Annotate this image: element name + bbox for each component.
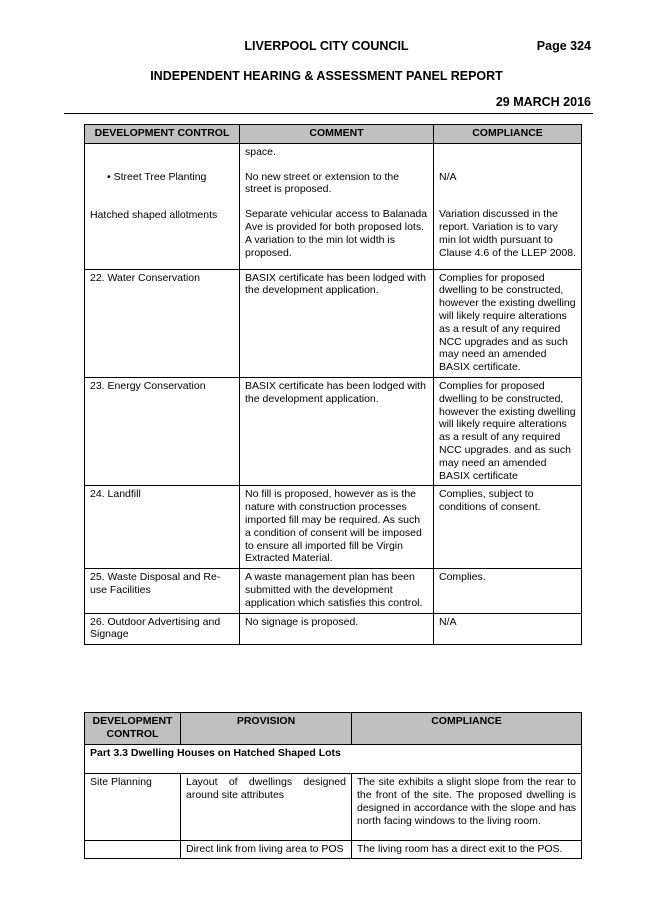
column-header: COMMENT bbox=[240, 125, 434, 144]
table-row bbox=[85, 569, 582, 613]
compliance-text: Variation discussed in the report. Variation is to vary min lot width pursuant to Clause 4.6 of the LLEP 2008. bbox=[439, 208, 576, 259]
compliance-text: N/A bbox=[439, 170, 457, 183]
compliance-cell: Complies, subject to conditions of consent. bbox=[434, 486, 582, 569]
compliance-cell: Complies for proposed dwelling to be constructed, however the existing dwelling will likely require alterations as a result of any required NCC upgrades and as such may need an amended BASIX certificate. bbox=[434, 269, 582, 377]
comment-cell bbox=[240, 143, 434, 269]
table-row bbox=[85, 377, 582, 485]
control-cell: 24. Landfill bbox=[85, 486, 240, 569]
comment-cell: BASIX certificate has been lodged with the development application. bbox=[240, 269, 434, 377]
compliance-cell bbox=[434, 143, 582, 269]
report-title: INDEPENDENT HEARING & ASSESSMENT PANEL REPORT bbox=[150, 69, 503, 83]
compliance-cell: N/A bbox=[434, 613, 582, 645]
table-header-row bbox=[85, 713, 582, 745]
page-number: Page 324 bbox=[536, 39, 591, 53]
comment-text: Separate vehicular access to Balanada Ave is provided for both proposed lots. A variation to the min lot width is proposed. bbox=[245, 208, 428, 259]
column-header: PROVISION bbox=[181, 713, 352, 745]
table-row bbox=[85, 774, 582, 840]
comment-cell: No signage is proposed. bbox=[240, 613, 434, 645]
column-header: DEVELOPMENT CONTROL bbox=[85, 713, 181, 745]
control-text: Hatched shaped allotments bbox=[90, 209, 218, 222]
section-row bbox=[85, 744, 582, 774]
comment-cell: No fill is proposed, however as is the nature with construction processes imported fill may be required. As such a condition of consent will be imposed to ensure all imported fill be Virgin Extracted Material. bbox=[240, 486, 434, 569]
control-cell bbox=[85, 143, 240, 269]
comment-text: No new street or extension to the street is proposed. bbox=[245, 170, 400, 196]
comment-text: space. bbox=[245, 145, 276, 158]
compliance-cell: Complies for proposed dwelling to be constructed, however the existing dwelling will likely require alterations as a result of any required NCC upgrades. and as such may need an amended BASIX certificate bbox=[434, 377, 582, 485]
comment-cell: BASIX certificate has been lodged with the development application. bbox=[240, 377, 434, 485]
table-header-row bbox=[85, 125, 582, 144]
comment-cell: A waste management plan has been submitted with the development application which satisfies this control. bbox=[240, 569, 434, 613]
column-header: COMPLIANCE bbox=[352, 713, 582, 745]
provision-table bbox=[84, 712, 582, 859]
report-date: 29 MARCH 2016 bbox=[495, 95, 591, 109]
section-title: Part 3.3 Dwelling Houses on Hatched Shaped Lots bbox=[85, 744, 582, 774]
table-row bbox=[85, 486, 582, 569]
control-cell: Site Planning bbox=[85, 774, 181, 840]
column-header: COMPLIANCE bbox=[434, 125, 582, 144]
table-row bbox=[85, 143, 582, 269]
compliance-cell: Complies. bbox=[434, 569, 582, 613]
compliance-cell: The living room has a direct exit to the POS. bbox=[352, 840, 582, 859]
provision-cell: Layout of dwellings designed around site attributes bbox=[181, 774, 352, 840]
control-cell: 22. Water Conservation bbox=[85, 269, 240, 377]
control-cell: 26. Outdoor Advertising and Signage bbox=[85, 613, 240, 645]
development-control-table bbox=[84, 124, 582, 645]
control-cell: 25. Waste Disposal and Re-use Facilities bbox=[85, 569, 240, 613]
table-row bbox=[85, 613, 582, 645]
control-text: • Street Tree Planting bbox=[107, 170, 207, 183]
table-row bbox=[85, 269, 582, 377]
council-name: LIVERPOOL CITY COUNCIL bbox=[244, 39, 409, 53]
provision-cell: Direct link from living area to POS bbox=[181, 840, 352, 859]
table-row bbox=[85, 840, 582, 859]
control-cell: 23. Energy Conservation bbox=[85, 377, 240, 485]
header-divider bbox=[64, 113, 593, 114]
compliance-cell: The site exhibits a slight slope from the rear to the front of the site. The proposed dwelling is designed in accordance with the slope and has north facing windows to the living room. bbox=[352, 774, 582, 840]
control-cell bbox=[85, 840, 181, 859]
column-header: DEVELOPMENT CONTROL bbox=[85, 125, 240, 144]
